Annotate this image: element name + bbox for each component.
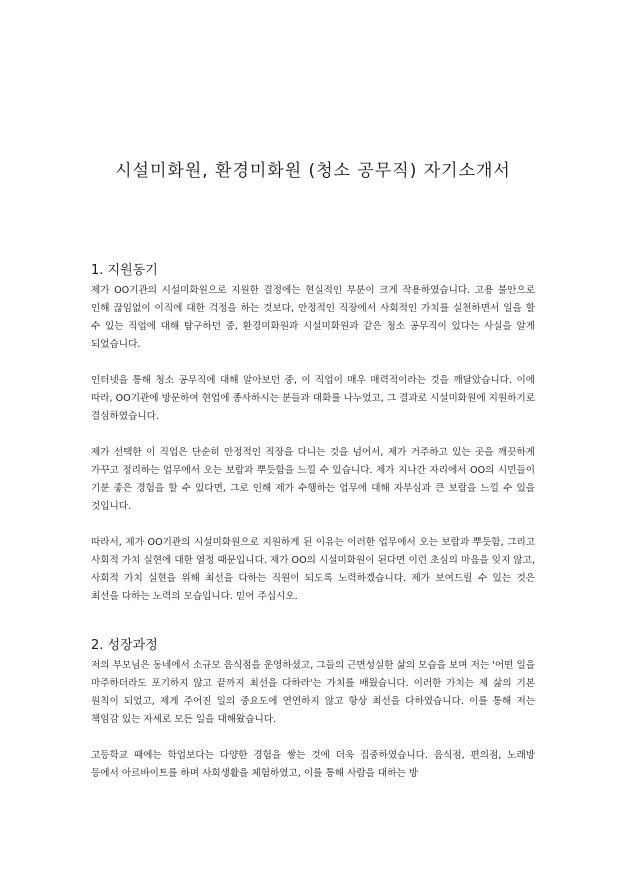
paragraph: 따라서, 제가 OO기관의 시설미화원으로 지원하게 된 이유는 이러한 업무에서 오는 보람과 뿌듯함, 그리고 사회적 가치 실현에 대한 열정 때문입니다. 제가 OO의 시설미화원이 된다면 이런 초심의 마음을 잊지 않고, 사회적 가치 실현을 위해 최선을 다하는 직원이 되도록 노력하겠습니다. 제가 보여드릴 수 있는 것은 최선을 다하는 노력의 모습입니다. 믿어 주십시오.	[91, 537, 535, 602]
section-growth	[91, 636, 535, 783]
paragraph: 제가 선택한 이 직업은 단순히 안정적인 직장을 다니는 것을 넘어서, 제가 거주하고 있는 곳을 깨끗하게 가꾸고 정리하는 업무에서 오는 보람과 뿌듯함을 느낄 수 있습니다. 제가 지나간 자리에서 OO의 시민들이 기분 좋은 경험을 할 수 있다면, 그로 인해 제가 수행하는 업무에 대해 자부심과 큰 보람을 느낄 수 있을 것입니다.	[91, 447, 535, 512]
section-heading-motivation: 1. 지원동기	[91, 263, 158, 278]
paragraph: 인터넷을 통해 청소 공무직에 대해 알아보던 중, 이 직업이 매우 매력적이라는 것을 깨달았습니다. 이에 따라, OO기관에 방문하여 현업에 종사하시는 분들과 대화를 나누었고, 그 결과로 시설미화원에 지원하기로 결심하였습니다.	[91, 375, 535, 422]
document-title: 시설미화원, 환경미화원 (청소 공무직) 자기소개서	[115, 161, 511, 181]
paragraph: 저의 부모님은 동네에서 소규모 음식점을 운영하셨고, 그들의 근면성실한 삶의 모습을 보며 저는 '어떤 일을 마주하더라도 포기하지 않고 끝까지 최선을 다하라'는 가치를 배웠습니다. 이러한 가치는 제 삶의 기본 원칙이 되었고, 제게 주어진 일의 중요도에 연연하지 않고 항상 최선을 다하였습니다. 이를 통해 저는 책임감 있는 자세로 모든 일을 대해왔습니다.	[91, 660, 535, 725]
paragraph: 제가 OO기관의 시설미화원으로 지원한 결정에는 현실적인 부분이 크게 작용하였습니다. 고용 불안으로 인해 끊임없이 이직에 대한 걱정을 하는 것보다, 안정적인 직장에서 사회적인 가치를 실천하면서 일을 할 수 있는 직업에 대해 탐구하던 중, 환경미화원과 시설미화원과 같은 청소 공무직이 있다는 사실을 알게 되었습니다.	[91, 285, 535, 350]
paragraph: 고등학교 때에는 학업보다는 다양한 경험을 쌓는 것에 더욱 집중하였습니다. 음식점, 편의점, 노래방 등에서 아르바이트를 하며 사회생활을 체험하였고, 이를 통해 사람을 대하는 방	[91, 750, 535, 779]
section-motivation	[91, 261, 535, 606]
section-heading-growth: 2. 성장과정	[91, 638, 158, 653]
